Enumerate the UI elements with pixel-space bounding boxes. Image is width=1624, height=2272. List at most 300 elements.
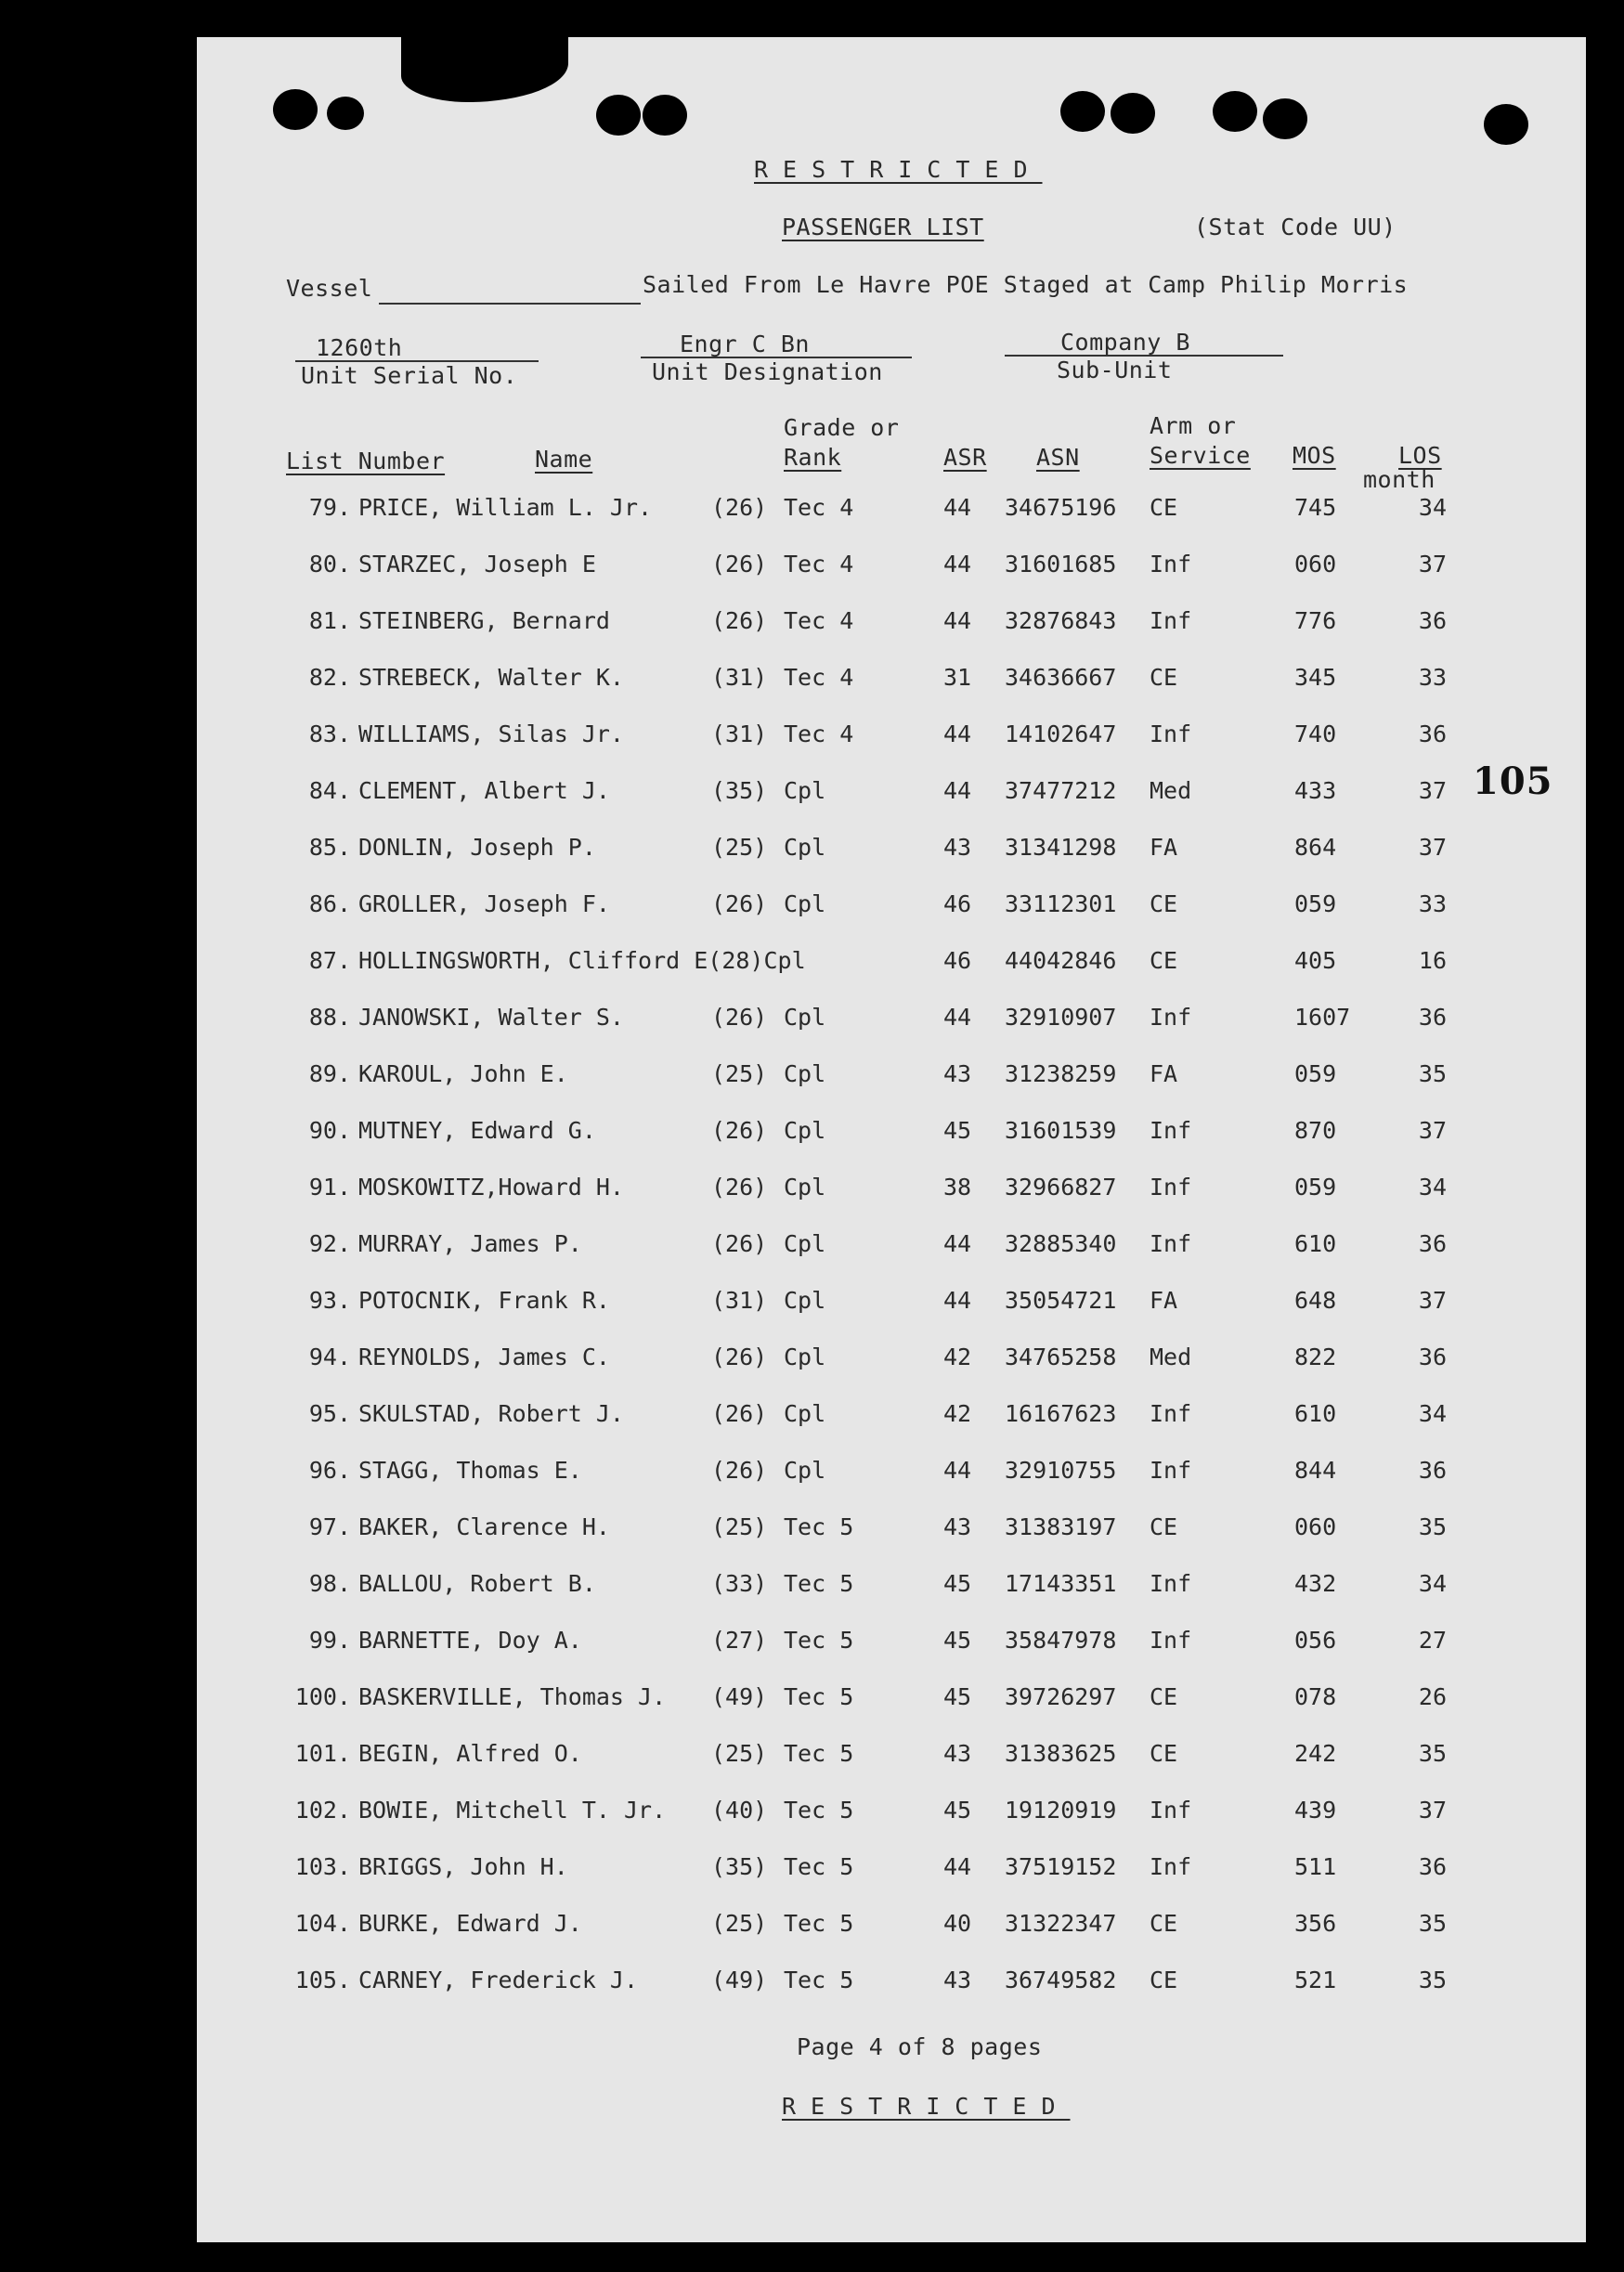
cell-num: 99.: [308, 1627, 351, 1654]
cell-arm: Inf: [1150, 551, 1192, 578]
cell-los: 35: [1418, 1513, 1447, 1540]
cell-num: 95.: [308, 1400, 351, 1427]
cell-num: 105.: [294, 1967, 351, 1993]
cell-asn: 31341298: [1005, 834, 1117, 861]
cell-mos: 059: [1294, 1060, 1337, 1087]
punch-hole-2: [327, 97, 364, 130]
cell-mos: 439: [1294, 1797, 1337, 1824]
cell-num: 79.: [308, 494, 351, 521]
cell-name: BALLOU, Robert B.: [358, 1570, 596, 1597]
cell-mos: 242: [1294, 1740, 1337, 1767]
cell-arm: FA: [1150, 1287, 1178, 1314]
page-number: Page 4 of 8 pages: [797, 2033, 1043, 2060]
cell-grade: Tec 4: [784, 551, 854, 578]
cell-los: 33: [1418, 664, 1447, 691]
cell-mos: 822: [1294, 1344, 1337, 1370]
table-row: [197, 1174, 1586, 1211]
cell-name: JANOWSKI, Walter S.: [358, 1004, 624, 1031]
cell-mos: 433: [1294, 777, 1337, 804]
cell-los: 37: [1418, 834, 1447, 861]
cell-asn: 35054721: [1005, 1287, 1117, 1314]
cell-num: 84.: [308, 777, 351, 804]
cell-asr: 45: [943, 1797, 972, 1824]
cell-mos: 356: [1294, 1910, 1337, 1937]
cell-grade: Cpl: [784, 1344, 826, 1370]
cell-asn: 31601539: [1005, 1117, 1117, 1144]
cell-asn: 19120919: [1005, 1797, 1117, 1824]
cell-num: 91.: [308, 1174, 351, 1201]
cell-code: (49): [711, 1683, 768, 1710]
cell-grade: Cpl: [784, 1004, 826, 1031]
cell-grade: Tec 5: [784, 1627, 854, 1654]
cell-asr: 45: [943, 1570, 972, 1597]
cell-mos: 610: [1294, 1230, 1337, 1257]
cell-grade: Tec 5: [784, 1910, 854, 1937]
cell-asn: 37477212: [1005, 777, 1117, 804]
cell-grade: Tec 5: [784, 1967, 854, 1993]
stat-code: (Stat Code UU): [1194, 214, 1397, 240]
cell-name: GROLLER, Joseph F.: [358, 890, 610, 917]
cell-asr: 44: [943, 721, 972, 747]
table-row: [197, 607, 1586, 644]
cell-grade: Cpl: [784, 1457, 826, 1484]
cell-los: 36: [1418, 1004, 1447, 1031]
table-row: [197, 1400, 1586, 1437]
cell-los: 37: [1418, 1117, 1447, 1144]
cell-mos: 610: [1294, 1400, 1337, 1427]
cell-grade: Cpl: [784, 1400, 826, 1427]
punch-hole-8: [1263, 98, 1307, 139]
punch-hole-7: [1213, 91, 1257, 132]
cell-name: BOWIE, Mitchell T. Jr.: [358, 1797, 667, 1824]
cell-asn: 31322347: [1005, 1910, 1117, 1937]
cell-num: 85.: [308, 834, 351, 861]
cell-num: 98.: [308, 1570, 351, 1597]
cell-grade: Tec 4: [784, 721, 854, 747]
cell-code: (26): [711, 1230, 768, 1257]
cell-mos: 648: [1294, 1287, 1337, 1314]
col-los-line1: LOS: [1398, 442, 1442, 469]
cell-name: STAGG, Thomas E.: [358, 1457, 582, 1484]
document-title: PASSENGER LIST: [782, 214, 984, 240]
cell-los: 34: [1418, 1174, 1447, 1201]
cell-code: (26): [711, 1400, 768, 1427]
cell-grade: Cpl: [784, 777, 826, 804]
cell-num: 100.: [294, 1683, 351, 1710]
cell-asn: 39726297: [1005, 1683, 1117, 1710]
col-arm-line2: Service: [1150, 442, 1251, 469]
table-row: [197, 777, 1586, 814]
cell-arm: Inf: [1150, 1230, 1192, 1257]
cell-asn: 35847978: [1005, 1627, 1117, 1654]
cell-mos: 1607: [1294, 1004, 1351, 1031]
cell-grade: Cpl: [784, 890, 826, 917]
table-row: [197, 1853, 1586, 1890]
cell-num: 103.: [294, 1853, 351, 1880]
cell-arm: Inf: [1150, 1117, 1192, 1144]
table-row: [197, 721, 1586, 758]
cell-arm: CE: [1150, 1513, 1178, 1540]
punch-hole-6: [1111, 93, 1155, 134]
table-row: [197, 1457, 1586, 1494]
cell-mos: 060: [1294, 1513, 1337, 1540]
cell-code: (31): [711, 664, 768, 691]
cell-los: 35: [1418, 1910, 1447, 1937]
table-row: [197, 1967, 1586, 2004]
cell-asr: 44: [943, 1287, 972, 1314]
cell-asn: 34765258: [1005, 1344, 1117, 1370]
table-row: [197, 1570, 1586, 1607]
cell-arm: CE: [1150, 1740, 1178, 1767]
cell-arm: Inf: [1150, 1853, 1192, 1880]
cell-los: 35: [1418, 1060, 1447, 1087]
table-row: [197, 947, 1586, 984]
cell-name: HOLLINGSWORTH, Clifford E(28)Cpl: [358, 947, 806, 974]
cell-los: 36: [1418, 1344, 1447, 1370]
cell-los: 37: [1418, 1287, 1447, 1314]
cell-num: 97.: [308, 1513, 351, 1540]
cell-grade: Tec 4: [784, 664, 854, 691]
cell-los: 33: [1418, 890, 1447, 917]
cell-los: 36: [1418, 1230, 1447, 1257]
cell-name: SKULSTAD, Robert J.: [358, 1400, 624, 1427]
cell-name: POTOCNIK, Frank R.: [358, 1287, 610, 1314]
table-row: [197, 494, 1586, 531]
table-row: [197, 1117, 1586, 1154]
cell-num: 83.: [308, 721, 351, 747]
cell-asr: 43: [943, 1060, 972, 1087]
cell-los: 35: [1418, 1740, 1447, 1767]
cell-asr: 44: [943, 777, 972, 804]
cell-asr: 45: [943, 1627, 972, 1654]
cell-asr: 43: [943, 834, 972, 861]
punch-hole-9: [1484, 104, 1528, 145]
cell-num: 80.: [308, 551, 351, 578]
cell-code: (35): [711, 1853, 768, 1880]
cell-asn: 31383197: [1005, 1513, 1117, 1540]
table-row: [197, 1004, 1586, 1041]
cell-arm: CE: [1150, 1910, 1178, 1937]
cell-los: 37: [1418, 551, 1447, 578]
unit-serial-value: 1260th: [316, 334, 403, 361]
cell-asr: 44: [943, 1230, 972, 1257]
cell-asn: 31238259: [1005, 1060, 1117, 1087]
cell-name: BASKERVILLE, Thomas J.: [358, 1683, 667, 1710]
cell-arm: Med: [1150, 777, 1192, 804]
unit-designation-value: Engr C Bn: [680, 331, 810, 357]
cell-los: 27: [1418, 1627, 1447, 1654]
cell-mos: 740: [1294, 721, 1337, 747]
cell-name: STARZEC, Joseph E: [358, 551, 596, 578]
cell-grade: Cpl: [784, 1174, 826, 1201]
cell-asr: 44: [943, 607, 972, 634]
vessel-field-line: [379, 303, 641, 305]
col-arm-line1: Arm or: [1150, 412, 1237, 439]
cell-mos: 745: [1294, 494, 1337, 521]
cell-name: CLEMENT, Albert J.: [358, 777, 610, 804]
cell-arm: Med: [1150, 1344, 1192, 1370]
cell-asn: 14102647: [1005, 721, 1117, 747]
cell-name: MURRAY, James P.: [358, 1230, 582, 1257]
sub-unit-label: Sub-Unit: [1057, 357, 1173, 383]
cell-name: WILLIAMS, Silas Jr.: [358, 721, 624, 747]
cell-code: (26): [711, 1117, 768, 1144]
cell-mos: 511: [1294, 1853, 1337, 1880]
cell-code: (26): [711, 1344, 768, 1370]
cell-asr: 31: [943, 664, 972, 691]
cell-code: (26): [711, 494, 768, 521]
cell-asr: 44: [943, 494, 972, 521]
table-row: [197, 1287, 1586, 1324]
cell-arm: Inf: [1150, 721, 1192, 747]
unit-designation-label: Unit Designation: [652, 358, 883, 385]
cell-asn: 31601685: [1005, 551, 1117, 578]
cell-asr: 44: [943, 1457, 972, 1484]
table-row: [197, 1740, 1586, 1777]
cell-asn: 44042846: [1005, 947, 1117, 974]
cell-grade: Tec 5: [784, 1797, 854, 1824]
cell-name: BAKER, Clarence H.: [358, 1513, 610, 1540]
cell-asn: 37519152: [1005, 1853, 1117, 1880]
cell-los: 34: [1418, 1570, 1447, 1597]
cell-arm: Inf: [1150, 1004, 1192, 1031]
table-row: [197, 890, 1586, 928]
cell-code: (49): [711, 1967, 768, 1993]
cell-code: (35): [711, 777, 768, 804]
cell-los: 37: [1418, 1797, 1447, 1824]
cell-asr: 43: [943, 1967, 972, 1993]
cell-num: 82.: [308, 664, 351, 691]
cell-num: 96.: [308, 1457, 351, 1484]
cell-los: 34: [1418, 494, 1447, 521]
cell-asr: 43: [943, 1513, 972, 1540]
cell-code: (26): [711, 1174, 768, 1201]
cell-asr: 45: [943, 1683, 972, 1710]
table-row: [197, 551, 1586, 588]
cell-num: 93.: [308, 1287, 351, 1314]
cell-mos: 776: [1294, 607, 1337, 634]
col-list-number: List Number: [286, 448, 446, 474]
cell-grade: Cpl: [784, 1287, 826, 1314]
cell-code: (26): [711, 551, 768, 578]
cell-los: 36: [1418, 1853, 1447, 1880]
cell-arm: Inf: [1150, 607, 1192, 634]
cell-grade: Cpl: [784, 1060, 826, 1087]
cell-asr: 44: [943, 1004, 972, 1031]
col-asn: ASN: [1036, 444, 1080, 471]
cell-num: 88.: [308, 1004, 351, 1031]
cell-asn: 36749582: [1005, 1967, 1117, 1993]
cell-asn: 33112301: [1005, 890, 1117, 917]
cell-mos: 060: [1294, 551, 1337, 578]
table-row: [197, 1910, 1586, 1947]
cell-grade: Tec 5: [784, 1853, 854, 1880]
cell-code: (33): [711, 1570, 768, 1597]
cell-grade: Tec 4: [784, 494, 854, 521]
footer-classification: RESTRICTED: [782, 2093, 1071, 2120]
cell-code: (25): [711, 834, 768, 861]
cell-num: 101.: [294, 1740, 351, 1767]
cell-name: BRIGGS, John H.: [358, 1853, 568, 1880]
table-row: [197, 1513, 1586, 1551]
punch-hole-3: [596, 95, 641, 136]
cell-mos: 078: [1294, 1683, 1337, 1710]
cell-asn: 32876843: [1005, 607, 1117, 634]
cell-arm: Inf: [1150, 1174, 1192, 1201]
cell-asn: 34636667: [1005, 664, 1117, 691]
cell-arm: FA: [1150, 834, 1178, 861]
cell-name: MOSKOWITZ,Howard H.: [358, 1174, 624, 1201]
cell-name: KAROUL, John E.: [358, 1060, 568, 1087]
cell-los: 16: [1418, 947, 1447, 974]
cell-code: (31): [711, 721, 768, 747]
cell-mos: 059: [1294, 1174, 1337, 1201]
cell-code: (31): [711, 1287, 768, 1314]
cell-asn: 17143351: [1005, 1570, 1117, 1597]
cell-los: 36: [1418, 721, 1447, 747]
document-page: [197, 37, 1586, 2242]
cell-asr: 45: [943, 1117, 972, 1144]
cell-num: 90.: [308, 1117, 351, 1144]
cell-asn: 32966827: [1005, 1174, 1117, 1201]
cell-arm: FA: [1150, 1060, 1178, 1087]
cell-code: (25): [711, 1060, 768, 1087]
cell-los: 34: [1418, 1400, 1447, 1427]
cell-code: (40): [711, 1797, 768, 1824]
cell-arm: CE: [1150, 494, 1178, 521]
vessel-label: Vessel: [286, 275, 373, 302]
cell-los: 35: [1418, 1967, 1447, 1993]
cell-grade: Cpl: [784, 1230, 826, 1257]
cell-los: 26: [1418, 1683, 1447, 1710]
cell-name: BEGIN, Alfred O.: [358, 1740, 582, 1767]
cell-arm: Inf: [1150, 1400, 1192, 1427]
unit-serial-label: Unit Serial No.: [301, 362, 518, 389]
table-row: [197, 1797, 1586, 1834]
cell-num: 102.: [294, 1797, 351, 1824]
cell-los: 36: [1418, 607, 1447, 634]
sailed-from-text: Sailed From Le Havre POE Staged at Camp Philip Morris: [643, 271, 1409, 298]
cell-asr: 40: [943, 1910, 972, 1937]
cell-grade: Tec 5: [784, 1683, 854, 1710]
cell-mos: 521: [1294, 1967, 1337, 1993]
cell-code: (27): [711, 1627, 768, 1654]
cell-grade: Cpl: [784, 1117, 826, 1144]
cell-code: (26): [711, 1004, 768, 1031]
col-name: Name: [535, 446, 593, 473]
table-row: [197, 1230, 1586, 1267]
cell-name: BURKE, Edward J.: [358, 1910, 582, 1937]
cell-code: (26): [711, 890, 768, 917]
cell-name: DONLIN, Joseph P.: [358, 834, 596, 861]
col-los-line2: month: [1363, 466, 1436, 493]
cell-mos: 864: [1294, 834, 1337, 861]
cell-asn: 32910755: [1005, 1457, 1117, 1484]
cell-code: (25): [711, 1910, 768, 1937]
cell-name: STREBECK, Walter K.: [358, 664, 624, 691]
cell-num: 86.: [308, 890, 351, 917]
cell-asr: 42: [943, 1400, 972, 1427]
cell-name: MUTNEY, Edward G.: [358, 1117, 596, 1144]
cell-mos: 870: [1294, 1117, 1337, 1144]
cell-arm: CE: [1150, 1967, 1178, 1993]
cell-num: 89.: [308, 1060, 351, 1087]
col-asr: ASR: [943, 444, 987, 471]
cell-code: (26): [711, 1457, 768, 1484]
cell-code: (26): [711, 607, 768, 634]
cell-arm: CE: [1150, 947, 1178, 974]
cell-asr: 46: [943, 947, 972, 974]
cell-code: (25): [711, 1513, 768, 1540]
cell-grade: Tec 5: [784, 1740, 854, 1767]
cell-grade: Tec 4: [784, 607, 854, 634]
col-mos: MOS: [1293, 442, 1336, 469]
cell-arm: Inf: [1150, 1570, 1192, 1597]
cell-arm: CE: [1150, 664, 1178, 691]
cell-num: 87.: [308, 947, 351, 974]
cell-num: 81.: [308, 607, 351, 634]
stamp-number: 105: [1473, 759, 1553, 803]
cell-grade: Tec 5: [784, 1513, 854, 1540]
sub-unit-value: Company B: [1060, 329, 1190, 356]
cell-name: CARNEY, Frederick J.: [358, 1967, 639, 1993]
torn-edge: [401, 37, 568, 102]
table-row: [197, 664, 1586, 701]
col-grade-line1: Grade or: [784, 414, 900, 441]
col-grade-line2: Rank: [784, 444, 842, 471]
header-classification: RESTRICTED: [754, 156, 1043, 183]
table-row: [197, 834, 1586, 871]
cell-asr: 46: [943, 890, 972, 917]
cell-arm: Inf: [1150, 1627, 1192, 1654]
table-row: [197, 1344, 1586, 1381]
cell-asr: 44: [943, 1853, 972, 1880]
cell-arm: CE: [1150, 1683, 1178, 1710]
cell-num: 92.: [308, 1230, 351, 1257]
cell-los: 36: [1418, 1457, 1447, 1484]
table-row: [197, 1060, 1586, 1097]
cell-name: PRICE, William L. Jr.: [358, 494, 653, 521]
table-row: [197, 1683, 1586, 1720]
cell-asn: 32910907: [1005, 1004, 1117, 1031]
punch-hole-5: [1060, 91, 1105, 132]
cell-arm: Inf: [1150, 1457, 1192, 1484]
cell-name: REYNOLDS, James C.: [358, 1344, 610, 1370]
cell-num: 104.: [294, 1910, 351, 1937]
cell-num: 94.: [308, 1344, 351, 1370]
cell-asr: 43: [943, 1740, 972, 1767]
cell-mos: 056: [1294, 1627, 1337, 1654]
cell-grade: Cpl: [784, 834, 826, 861]
cell-arm: Inf: [1150, 1797, 1192, 1824]
cell-asn: 16167623: [1005, 1400, 1117, 1427]
cell-asn: 31383625: [1005, 1740, 1117, 1767]
cell-grade: Tec 5: [784, 1570, 854, 1597]
cell-mos: 345: [1294, 664, 1337, 691]
cell-asr: 42: [943, 1344, 972, 1370]
cell-mos: 059: [1294, 890, 1337, 917]
cell-name: BARNETTE, Doy A.: [358, 1627, 582, 1654]
cell-los: 37: [1418, 777, 1447, 804]
cell-arm: CE: [1150, 890, 1178, 917]
table-row: [197, 1627, 1586, 1664]
cell-asn: 34675196: [1005, 494, 1117, 521]
cell-mos: 405: [1294, 947, 1337, 974]
cell-mos: 844: [1294, 1457, 1337, 1484]
cell-asr: 38: [943, 1174, 972, 1201]
cell-name: STEINBERG, Bernard: [358, 607, 610, 634]
punch-hole-1: [273, 89, 318, 130]
